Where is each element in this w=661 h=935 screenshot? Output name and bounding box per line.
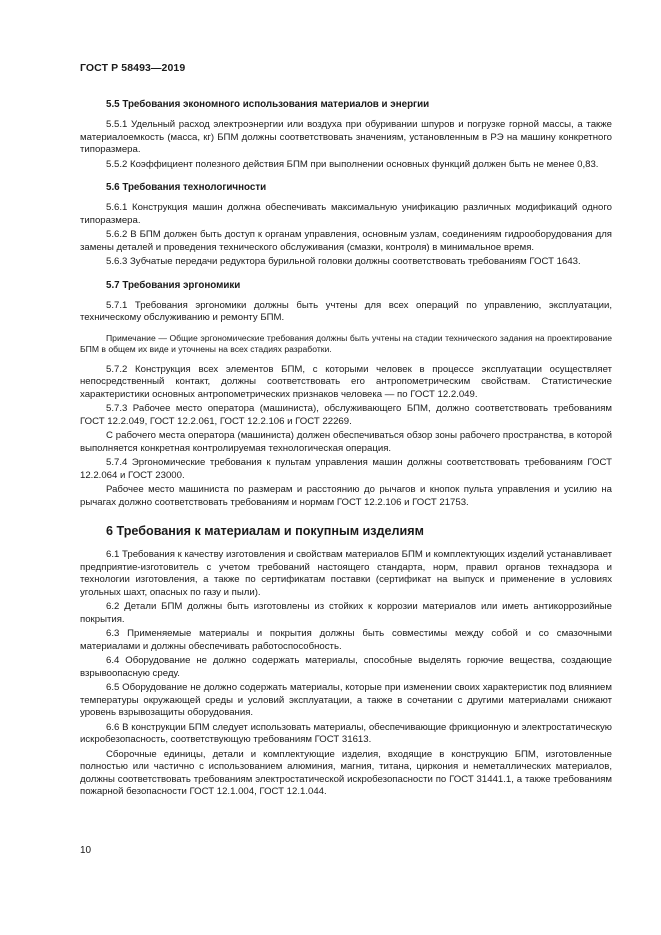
document-body	[80, 90, 612, 799]
paragraph-5-7-4-cont: Рабочее место машиниста по размерам и расстоянию до рычагов и кнопок пульта управления и усилию на рычагах должно соответствовать требованиям и нормам ГОСТ 12.2.106 и ГОСТ 21753.	[80, 484, 612, 508]
paragraph-5-7-2: 5.7.2 Конструкция всех элементов БПМ, с которыми человек в процессе эксплуатации осуществляет непосредственный контакт, должны соответствовать его антропометрическим свойствам. Статистические характеристики основных антропометрических признаков человека — по ГОСТ 12.2.049.	[80, 363, 612, 400]
section-heading-6: 6 Требования к материалам и покупным изделиям	[106, 524, 424, 538]
section-heading-5-5: 5.5 Требования экономного использования материалов и энергии	[106, 99, 430, 110]
section-heading-5-6: 5.6 Требования технологичности	[106, 182, 267, 193]
paragraph-5-6-2: 5.6.2 В БПМ должен быть доступ к органам управления, основным узлам, соединениям гидрооборудования для замены деталей и проведения технического обслуживания (смазки, контроля) в минимальное время.	[80, 229, 612, 253]
paragraph-6-2: 6.2 Детали БПМ должны быть изготовлены из стойких к коррозии материалов или иметь антикоррозийные покрытия.	[80, 601, 612, 625]
paragraph-5-5-1: 5.5.1 Удельный расход электроэнергии или воздуха при обуривании шпуров и погрузке горной массы, а также материалоемкость (масса, кг) БПМ должны соответствовать значениям, установленным в РЭ на машину конкретного типоразмера.	[80, 119, 612, 155]
paragraph-5-7-1: 5.7.1 Требования эргономики должны быть учтены для всех операций по управлению, эксплуатации, техническому обслуживанию и ремонту БПМ.	[80, 299, 612, 323]
note-paragraph: Примечание — Общие эргономические требования должны быть учтены на стадии технического задания на проектирование БПМ в общем их виде и уточнены на всех стадиях разработки.	[80, 332, 612, 354]
paragraph-6-4: 6.4 Оборудование не должно содержать материалы, способные выделять горючие вещества, создающие взрывоопасную среду.	[80, 655, 612, 679]
page-number: 10	[80, 845, 92, 856]
paragraph-6-3: 6.3 Применяемые материалы и покрытия должны быть совместимы между собой и со смазочными материалами и должны обеспечивать работоспособность.	[80, 628, 612, 652]
paragraph-6-6: 6.6 В конструкции БПМ следует использовать материалы, обеспечивающие фрикционную и электростатическую искробезопасность, соответствующую требованиям ГОСТ 31613.	[80, 721, 612, 745]
paragraph-5-7-3-cont: С рабочего места оператора (машиниста) должен обеспечиваться обзор зоны рабочего пространства, в которой выполняется конкретная контролируемая технологическая операция.	[80, 430, 612, 454]
paragraph-5-6-1: 5.6.1 Конструкция машин должна обеспечивать максимальную унификацию различных модификаций одного типоразмера.	[80, 202, 612, 226]
paragraph-5-5-2: 5.5.2 Коэффициент полезного действия БПМ при выполнении основных функций должен быть не менее 0,83.	[106, 158, 599, 170]
document-header: ГОСТ Р 58493—2019	[80, 62, 186, 74]
section-heading-5-7: 5.7 Требования эргономики	[106, 279, 241, 291]
paragraph-5-7-3: 5.7.3 Рабочее место оператора (машиниста), обслуживающего БПМ, должно соответствовать требованиям ГОСТ 12.2.049, ГОСТ 12.2.061, ГОСТ 12.2.106 и ГОСТ 22269.	[80, 403, 612, 427]
paragraph-5-6-3: 5.6.3 Зубчатые передачи редуктора бурильной головки должны соответствовать требованиям ГОСТ 1643.	[106, 256, 581, 267]
paragraph-6-6-cont: Сборочные единицы, детали и комплектующие изделия, входящие в конструкцию БПМ, изготовленные полностью или частично с использованием алюминия, магния, титана, циркония и неметаллических материалов, должны соответствовать требованиям электростатической искробезопасности по ГОСТ 31441.1, а также требованиям пожарной безопасности ГОСТ 12.1.004, ГОСТ 12.1.044.	[80, 748, 612, 797]
paragraph-5-7-4: 5.7.4 Эргономические требования к пультам управления машин должны соответствовать требованиям ГОСТ 12.2.064 и ГОСТ 23000.	[80, 457, 612, 481]
paragraph-6-1: 6.1 Требования к качеству изготовления и свойствам материалов БПМ и комплектующих изделий устанавливает предприятие-изготовитель с учетом требований настоящего стандарта, норм, правил органов технадзора и технологии изготовления, а также по сертификатам поставки (сертификат на выпуск и применение в условиях угольных шахт, опасных по газу и пыли).	[80, 549, 612, 598]
paragraph-6-5: 6.5 Оборудование не должно содержать материалы, которые при изменении своих характеристик под влиянием температуры окружающей среды и условий эксплуатации, а также в сочетании с другими материалами снижают уровень взрывозащиты оборудования.	[80, 682, 612, 718]
